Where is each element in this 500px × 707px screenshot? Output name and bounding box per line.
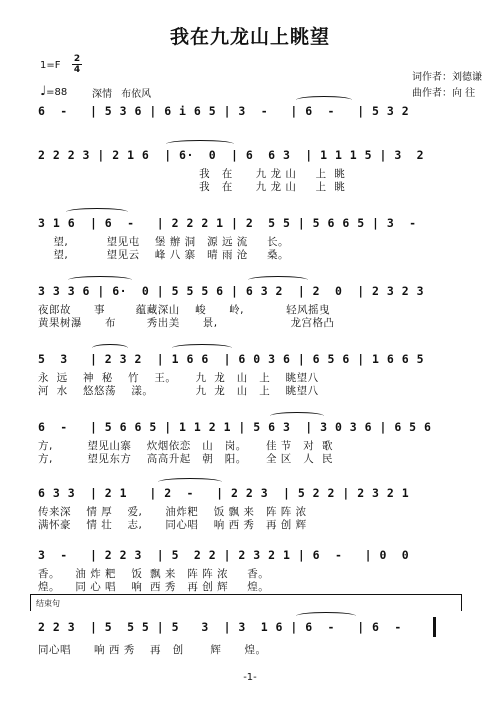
lyrics-verse-1: 望, 望见屯 堡 辦 洞 源 远 流 长。 [38, 236, 289, 248]
lyrics-verse-2: 我 在 九 龙 山 上 眺 [38, 181, 346, 193]
lyricist-credit: 词作者：刘德谦 [412, 72, 482, 83]
notation-line: 2 2 2 3 | 2 1 6 | 6· 0 | 6 6 3 | 1 1 1 5 | 3 2 [38, 148, 425, 162]
notation-line: 6 - | 5 3 6 | 6 i 6 5 | 3 - | 6 - | 5 3 2 [38, 104, 410, 118]
page-number: -1- [243, 672, 257, 683]
time-signature [72, 54, 82, 75]
lyrics-verse-1: 香。 油 炸 粑 饭 飘 来 阵 阵 浓 香。 [38, 568, 270, 580]
lyrics-verse-1: 夜郎故 事 蕴藏深山 峻 岭, 轻风摇曳 [38, 304, 331, 316]
notation-line: 6 - | 5 6 6 5 | 1 1 2 1 | 5 6 3 | 3 0 3 6 | 6 5 6 [38, 420, 432, 434]
lyrics-verse-2: 望, 望见云 峰 八 寨 晴 雨 沧 桑。 [38, 249, 289, 261]
ending-label: 结束句 [36, 599, 60, 608]
slur [296, 612, 356, 620]
lyrics-verse-1: 我 在 九 龙 山 上 眺 [38, 168, 346, 180]
lyrics-verse-2: 满怀豪 情 壮 志, 同心唱 响 西 秀 再 创 辉 [38, 519, 307, 531]
slur [92, 344, 128, 352]
notation-line: 6 3 3 | 2 1 | 2 - | 2 2 3 | 5 2 2 | 2 3 2 1 [38, 486, 410, 500]
lyrics-verse-1: 方, 望见山寨 炊烟依恋 山 岗。 佳 节 对 歌 [38, 440, 333, 452]
slur [158, 478, 222, 486]
quarter-note-icon: ♩ [40, 84, 47, 99]
composer-credit: 曲作者：向 往 [412, 88, 476, 99]
lyrics-verse-2: 煌。 同 心 唱 响 西 秀 再 创 辉 煌。 [38, 581, 270, 593]
tempo-value: =88 [46, 87, 68, 98]
lyrics-verse-2: 方, 望见东方 高高升起 朝 阳。 全 区 人 民 [38, 453, 333, 465]
slur [166, 140, 234, 148]
notation-line: 3 - | 2 2 3 | 5 2 2 | 2 3 2 1 | 6 - | 0 0 [38, 548, 410, 562]
lyrics-verse-1: 同心唱 响 西 秀 再 创 辉 煌。 [38, 644, 267, 656]
slur [296, 96, 352, 104]
slur [172, 344, 232, 352]
notation-line: 3 3 3 6 | 6· 0 | 5 5 5 6 | 6 3 2 | 2 0 | 2 3 2 3 [38, 284, 425, 298]
tempo-marking [40, 84, 67, 99]
lyrics-verse-2: 河 水 悠悠荡 漾。 九 龙 山 上 眺望八 [38, 385, 319, 397]
notation-line: 3 1 6 | 6 - | 2 2 2 1 | 2 5 5 | 5 6 6 5 | 3 - [38, 216, 417, 230]
lyrics-verse-1: 传来深 情 厚 爱, 油炸粑 饭 飘 来 阵 阵 浓 [38, 506, 307, 518]
time-signature-bottom: 4 [73, 65, 81, 75]
lyrics-verse-1: 永 远 神 秘 竹 王。 九 龙 山 上 眺望八 [38, 372, 319, 384]
slur [248, 276, 308, 284]
notation-line: 5 3 | 2 3 2 | 1 6 6 | 6 0 3 6 | 6 5 6 | 1 6 6 5 [38, 352, 425, 366]
expression-marking: 深情 布依风 [92, 89, 152, 100]
slur [270, 412, 324, 420]
final-barline [433, 617, 436, 637]
time-signature-top: 2 [73, 54, 81, 64]
ending-bracket [30, 594, 462, 611]
lyrics-verse-2: 黄果树瀑 布 秀出美 景, 龙宫格凸 [38, 317, 335, 329]
slur [66, 208, 128, 216]
slur [68, 276, 132, 284]
song-title: 我在九龙山上眺望 [169, 26, 330, 48]
notation-line: 2 2 3 | 5 5 5 | 5 3 | 3 1 6 | 6 - | 6 - [38, 620, 402, 634]
key-signature: 1=F [40, 60, 61, 71]
